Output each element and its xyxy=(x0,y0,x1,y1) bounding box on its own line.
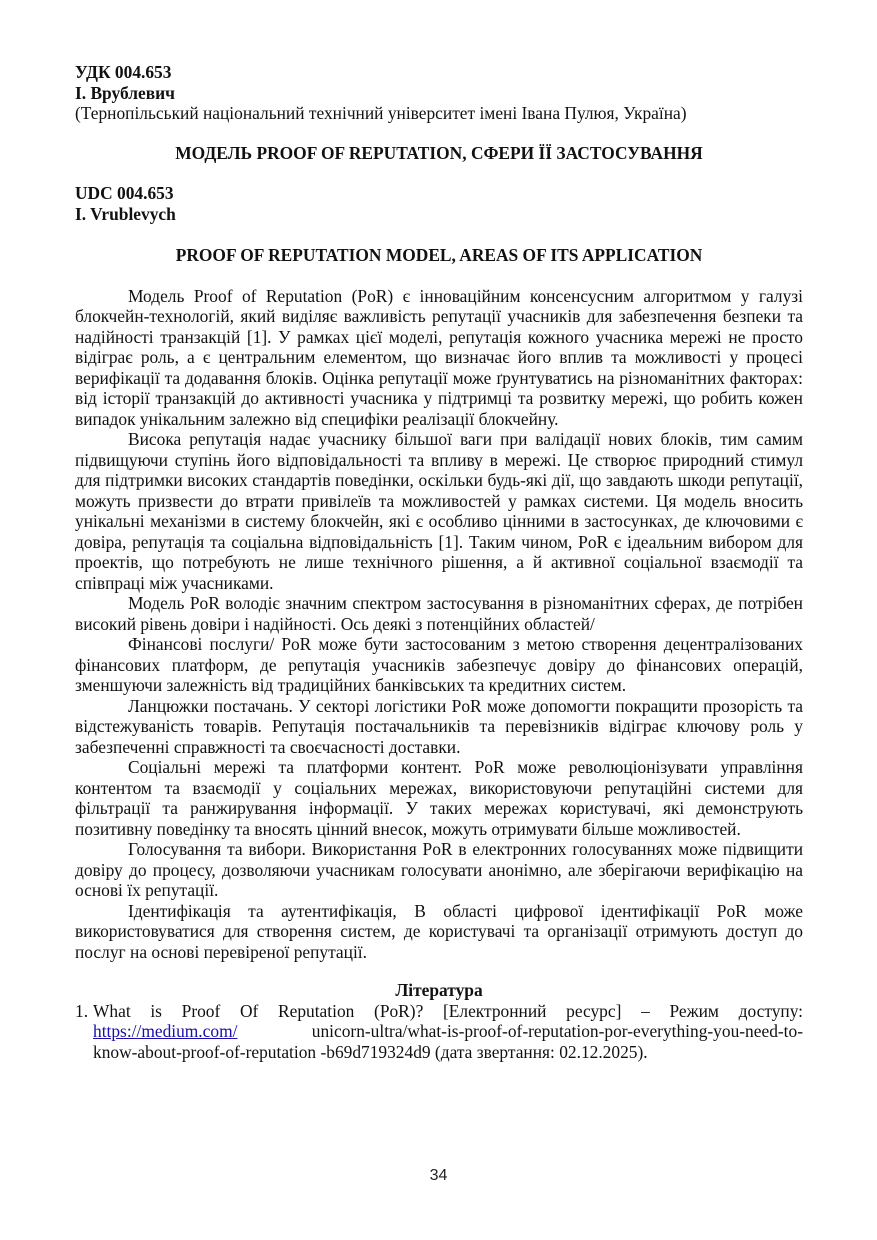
paragraph: Модель Proof of Reputation (PoR) є інноваційним консенсусним алгоритмом у галузі блокчейн-технологій, який виділяє важливість репутації учасників для забезпечення безпеки та надійності транзакцій [1]. У рамках цієї моделі, репутація кожного учасника мережі не просто відіграє роль, а є центральним елементом, що визначає його вплив та можливості у процесі верифікації та додавання блоків. Оцінка репутації може ґрунтуватись на різноманітних факторах: від історії транзакцій до активності учасника у підтримці та розвитку мережі, що робить кожен випадок унікальним залежно від специфіки реалізації блокчейну. xyxy=(75,285,803,429)
reference-number: 1. xyxy=(75,1000,89,1021)
author-en: I. Vrublevych xyxy=(75,203,176,224)
paragraph: Фінансові послуги/ PoR може бути застосованим з метою створення децентралізованих фінансових платформ, де репутація учасників забезпечує довіру до фінансових операцій, зменшуючи залежність від традиційних банківських та кредитних систем. xyxy=(75,634,803,695)
author-ua: І. Врублевич xyxy=(75,82,175,103)
affiliation-ua: (Тернопільський національний технічний університет імені Івана Пулюя, Україна) xyxy=(75,103,687,123)
reference-item xyxy=(75,1001,803,1063)
paragraph: Голосування та вибори. Використання PoR в електронних голосуваннях може підвищити довіру до процесу, дозволяючи учасникам голосувати анонімно, але зберігаючи верифікацію на основі їх репутації. xyxy=(75,839,803,900)
paragraph: Висока репутація надає учаснику більшої ваги при валідації нових блоків, тим самим підвищуючи ступінь його відповідальності та впливу в мережі. Це створює природний стимул для підтримки високих стандартів поведінки, оскільки будь-які дії, що завдають шкоди репутації, можуть призвести до втрати привілеїв та можливостей у рамках системи. Ця модель вносить унікальні механізми в систему блокчейн, які є особливо цінними в застосунках, де ключовими є довіра, репутація та соціальна відповідальність [1]. Таким чином, PoR є ідеальним вибором для проектів, що потребують не лише технічного рішення, а й активної соціальної взаємодії та співпраці між учасниками. xyxy=(75,429,803,593)
paragraph: Модель PoR володіє значним спектром застосування в різноманітних сферах, де потрібен високий рівень довіри і надійності. Ось деякі з потенційних областей/ xyxy=(75,593,803,634)
article-body xyxy=(75,286,803,963)
page-number: 34 xyxy=(429,1167,448,1184)
reference-link[interactable]: https://medium.com/ xyxy=(93,1021,238,1041)
paragraph: Соціальні мережі та платформи контент. PoR може революціонізувати управління контентом та взаємодії у соціальних мережах, використовуючи репутаційні системи для фільтрації та ранжирування інформації. У таких мережах користувачі, які демонструють позитивну поведінку та вносять цінний внесок, можуть отримувати більше можливостей. xyxy=(75,757,803,839)
udc-ua: УДК 004.653 xyxy=(75,62,172,82)
references-heading: Література xyxy=(395,980,483,1000)
paragraph: Ланцюжки постачань. У секторі логістики PoR може допомогти покращити прозорість та відстежуваність товарів. Репутація постачальників та перевізників відіграє ключову роль у забезпеченні справжності та своєчасності доставки. xyxy=(75,695,803,757)
title-ua: МОДЕЛЬ PROOF OF REPUTATION, СФЕРИ ЇЇ ЗАСТОСУВАННЯ xyxy=(175,142,703,163)
title-en: PROOF OF REPUTATION MODEL, AREAS OF ITS APPLICATION xyxy=(175,245,703,265)
paragraph: Ідентифікація та аутентифікація, В області цифрової ідентифікації PoR може використовуватися для створення систем, де користувачі та організації отримують доступ до послуг на основі перевіреної репутації. xyxy=(75,900,803,962)
document-page xyxy=(75,62,803,1062)
reference-details: unicorn-ultra/what-is-proof-of-reputation-por-everything-you-need-to-know-about-proof-of-reputation -b69d719324d9 (дата звертання: 02.12.2025). xyxy=(93,1021,803,1062)
reference-title: What is Proof Of Reputation (PoR)? [Електронний ресурс] – Режим доступу: xyxy=(93,1000,803,1021)
udc-en: UDC 004.653 xyxy=(75,183,174,203)
reference-text xyxy=(93,1001,803,1063)
